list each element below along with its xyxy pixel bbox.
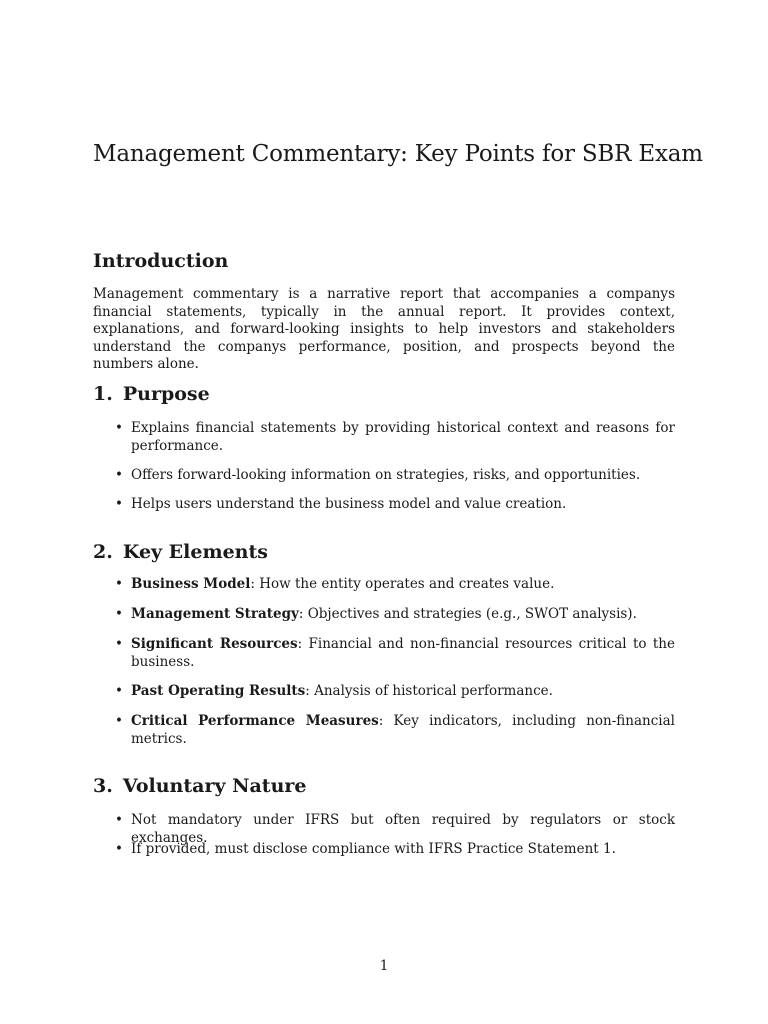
- item-text: : Financial and non-financial resources critical to the business.: [131, 636, 675, 670]
- item-text: Helps users understand the business model and value creation.: [131, 496, 567, 512]
- voluntary-nature-list: [115, 812, 675, 857]
- item-text: Explains financial statements by providing historical context and reasons for performance.: [131, 420, 675, 454]
- section-number: 3.: [93, 775, 113, 797]
- bullet-icon: •: [115, 606, 123, 622]
- list-item: [115, 841, 675, 859]
- bullet-icon: •: [115, 467, 123, 483]
- section-title: Purpose: [122, 383, 210, 405]
- item-term: Management Strategy: [131, 606, 299, 622]
- bullet-icon: •: [115, 420, 123, 436]
- page-number: 1: [379, 958, 389, 974]
- item-term: Past Operating Results: [131, 683, 306, 699]
- section-heading-purpose: [93, 381, 210, 407]
- item-term: Significant Resources: [131, 636, 298, 652]
- section-number: 1.: [93, 383, 113, 405]
- bullet-icon: •: [115, 812, 123, 828]
- bullet-icon: •: [115, 713, 123, 729]
- bullet-icon: •: [115, 576, 123, 592]
- document-page: [93, 0, 703, 1024]
- document-title: Management Commentary: Key Points for SBR Exam: [93, 141, 703, 167]
- item-term: Critical Performance Measures: [131, 713, 379, 729]
- list-item: [115, 496, 675, 514]
- introduction-heading: Introduction: [93, 250, 229, 272]
- section-number: 2.: [93, 541, 113, 563]
- item-text: : Analysis of historical performance.: [305, 683, 553, 699]
- list-item: [115, 606, 675, 624]
- bullet-icon: •: [115, 636, 123, 652]
- introduction-paragraph: Management commentary is a narrative report that accompanies a companys financial statements, typically in the annual report. It provides context, explanations, and forward-looking insights to help investors and stakeholders understand the companys performance, position, and prospects beyond the numbers alone.: [93, 286, 675, 372]
- list-item: [115, 420, 675, 455]
- list-item: [115, 713, 675, 748]
- key-elements-list: [115, 576, 675, 747]
- section-heading-key-elements: [93, 539, 268, 565]
- list-item: [115, 683, 675, 701]
- item-text: If provided, must disclose compliance with IFRS Practice Statement 1.: [131, 841, 616, 857]
- section-heading-voluntary-nature: [93, 773, 306, 799]
- item-text: : Objectives and strategies (e.g., SWOT analysis).: [298, 606, 637, 622]
- bullet-icon: •: [115, 683, 123, 699]
- section-title: Key Elements: [122, 541, 268, 563]
- purpose-list: [115, 420, 675, 512]
- item-text: : Key indicators, including non-financial metrics.: [131, 713, 675, 747]
- section-title: Voluntary Nature: [122, 775, 307, 797]
- item-text: Not mandatory under IFRS but often required by regulators or stock exchanges.: [131, 812, 675, 846]
- list-item: [115, 467, 675, 485]
- list-item: [115, 576, 675, 594]
- bullet-icon: •: [115, 841, 123, 857]
- list-item: [115, 636, 675, 671]
- item-text: Offers forward-looking information on strategies, risks, and opportunities.: [131, 467, 641, 483]
- item-text: : How the entity operates and creates value.: [250, 576, 555, 592]
- bullet-icon: •: [115, 496, 123, 512]
- item-term: Business Model: [131, 576, 251, 592]
